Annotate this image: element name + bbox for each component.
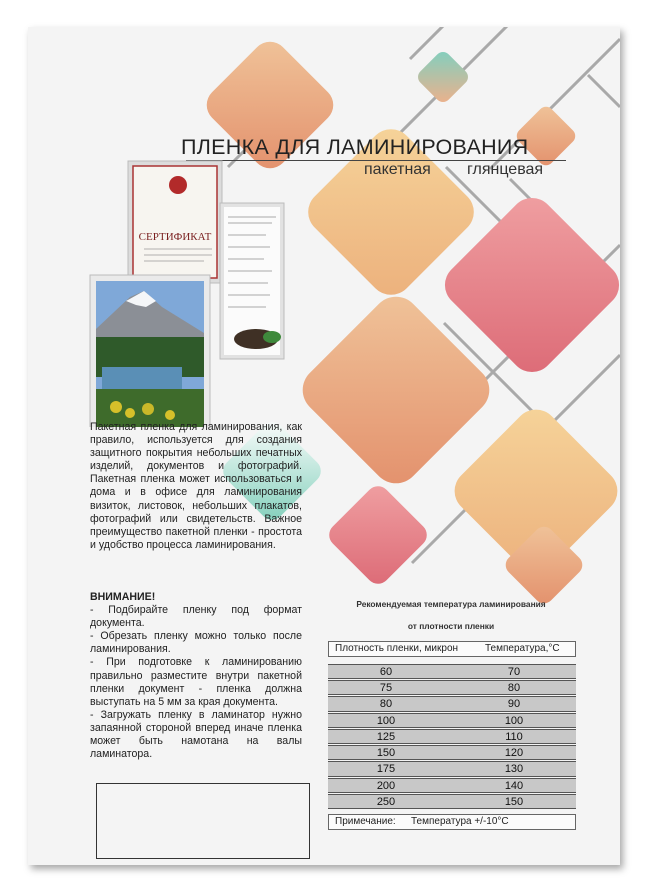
warning-item: - Обрезать пленку можно только после ламинирования. xyxy=(90,630,302,656)
temperature-cell: 130 xyxy=(504,763,524,776)
table-title-line2: от плотности пленки xyxy=(407,621,495,631)
note-label: Примечание: xyxy=(335,816,396,827)
warning-block xyxy=(90,591,302,761)
temperature-cell: 100 xyxy=(504,714,524,727)
temperature-cell: 90 xyxy=(507,698,521,711)
empty-frame xyxy=(96,783,310,859)
menu-card-photo xyxy=(220,203,284,359)
table-row xyxy=(328,794,576,809)
table-row xyxy=(328,778,576,793)
table-row xyxy=(328,745,576,760)
table-row xyxy=(328,713,576,728)
temperature-cell: 120 xyxy=(504,747,524,760)
certificate-heading: СЕРТИФИКАТ xyxy=(138,231,212,243)
temperature-cell: 70 xyxy=(507,666,521,678)
temperature-cell: 140 xyxy=(504,779,524,792)
table-title-line1: Рекомендуемая температура ламинирования xyxy=(356,599,546,609)
density-cell: 100 xyxy=(376,714,396,727)
density-cell: 75 xyxy=(379,682,393,695)
subtitle-finish: глянцевая xyxy=(467,161,544,178)
temperature-cell: 150 xyxy=(504,795,524,808)
column-header-temperature: Температура,°С xyxy=(485,643,560,654)
density-cell: 250 xyxy=(376,795,396,808)
table-note xyxy=(328,814,576,830)
page-title: ПЛЕНКА ДЛЯ ЛАМИНИРОВАНИЯ xyxy=(181,135,529,159)
density-cell: 60 xyxy=(379,666,393,678)
table-row xyxy=(328,761,576,776)
column-header-density: Плотность пленки, микрон xyxy=(335,643,459,654)
density-cell: 175 xyxy=(376,763,396,776)
temperature-cell: 80 xyxy=(507,682,521,695)
density-cell: 150 xyxy=(376,747,396,760)
table-row xyxy=(328,729,576,744)
shape-teal-top xyxy=(415,49,472,106)
warning-item: - Подбирайте пленку под формат документа. xyxy=(90,604,302,630)
shape-rose-bottom xyxy=(324,481,431,588)
note-value: Температура +/-10°С xyxy=(411,816,509,827)
table-title xyxy=(326,593,576,637)
table-header xyxy=(328,641,576,657)
temperature-table xyxy=(328,664,576,810)
shape-peach-big xyxy=(293,287,499,493)
table-row xyxy=(328,696,576,711)
landscape-photo xyxy=(90,275,210,427)
certificate-photo xyxy=(128,161,222,283)
subtitle-type: пакетная xyxy=(364,161,431,178)
density-cell: 125 xyxy=(376,730,396,743)
product-photos xyxy=(86,157,286,427)
density-cell: 200 xyxy=(376,779,396,792)
table-row xyxy=(328,680,576,695)
page-sheet xyxy=(28,27,620,865)
warning-item: - Загружать пленку в ламинатор нужно запаянной стороной вперед иначе пленка может быть намотана на валы ламинатора. xyxy=(90,708,302,761)
table-row xyxy=(328,664,576,679)
temperature-cell: 110 xyxy=(505,730,523,743)
description-text: Пакетная пленка для ламинирования, как правило, используется для создания защитного покрытия небольших печатных изделий, документов и фотографий. Пакетная пленка может использоваться и дома и в офисе для ламинирования визиток, листовок, небольших плакатов, фотографий или свидетельств. Важное преимущество пакетной пленки - простота и удобство процесса ламинирования. xyxy=(90,421,302,551)
density-cell: 80 xyxy=(379,698,393,711)
warning-title: ВНИМАНИЕ! xyxy=(90,591,156,603)
warning-item: - При подготовке к ламинированию правильно разместите внутри пакетной пленки документ - пленка должна выступать на 5 мм за края документа. xyxy=(90,656,302,708)
